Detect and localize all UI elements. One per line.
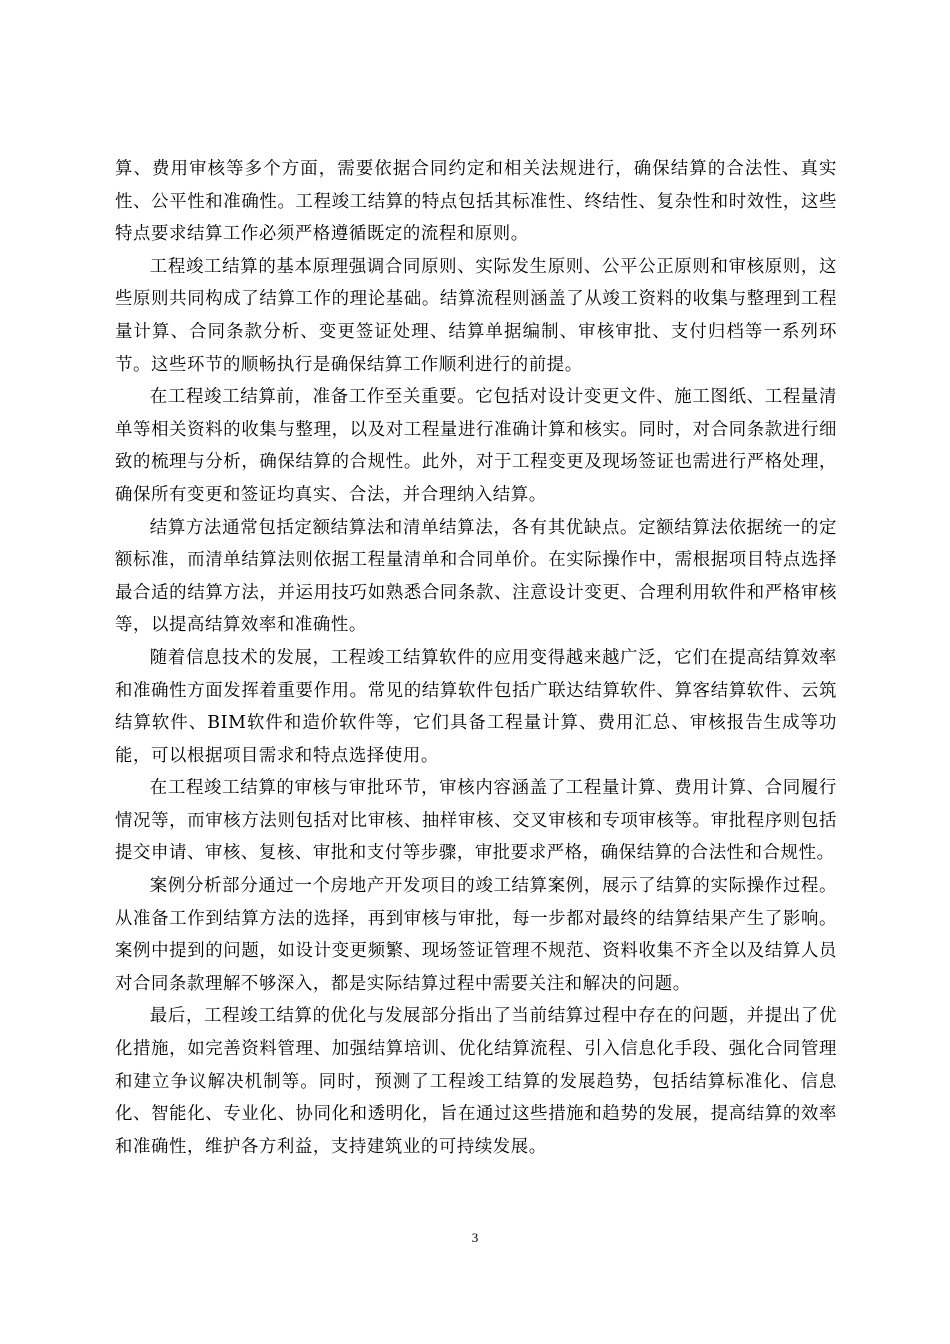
paragraph-3: 在工程竣工结算前，准备工作至关重要。它包括对设计变更文件、施工图纸、工程量清单等相关资料的收集与整理，以及对工程量进行准确计算和核实。同时，对合同条款进行细致的梳理与分析，确保结算的合规性。此外，对于工程变更及现场签证也需进行严格处理，确保所有变更和签证均真实、合法，并合理纳入结算。 xyxy=(115,387,837,505)
paragraph-2: 工程竣工结算的基本原理强调合同原则、实际发生原则、公平公正原则和审核原则，这些原则共同构成了结算工作的理论基础。结算流程则涵盖了从竣工资料的收集与整理到工程量计算、合同条款分析、变更签证处理、结算单据编制、审核审批、支付归档等一系列环节。这些环节的顺畅执行是确保结算工作顺利进行的前提。 xyxy=(115,256,837,375)
page-body xyxy=(115,153,837,1163)
page-number: 3 xyxy=(471,1230,479,1245)
paragraph-4: 结算方法通常包括定额结算法和清单结算法，各有其优缺点。定额结算法依据统一的定额标准，而清单结算法则依据工程量清单和合同单价。在实际操作中，需根据项目特点选择最合适的结算方法，并运用技巧如熟悉合同条款、注意设计变更、合理利用软件和严格审核等，以提高结算效率和准确性。 xyxy=(115,517,837,636)
paragraph-7: 案例分析部分通过一个房地产开发项目的竣工结算案例，展示了结算的实际操作过程。从准备工作到结算方法的选择，再到审核与审批，每一步都对最终的结算结果产生了影响。案例中提到的问题，如设计变更频繁、现场签证管理不规范、资料收集不齐全以及结算人员对合同条款理解不够深入，都是实际结算过程中需要关注和解决的问题。 xyxy=(115,876,837,994)
paragraph-1: 算、费用审核等多个方面，需要依据合同约定和相关法规进行，确保结算的合法性、真实性、公平性和准确性。工程竣工结算的特点包括其标准性、终结性、复杂性和时效性，这些特点要求结算工作必须严格遵循既定的流程和原则。 xyxy=(115,159,837,245)
paragraph-5: 随着信息技术的发展，工程竣工结算软件的应用变得越来越广泛，它们在提高结算效率和准确性方面发挥着重要作用。常见的结算软件包括广联达结算软件、算客结算软件、云筑结算软件、BIM软件和造价软件等，它们具备工程量计算、费用汇总、审核报告生成等功能，可以根据项目需求和特点选择使用。 xyxy=(115,647,837,766)
paragraph-8: 最后，工程竣工结算的优化与发展部分指出了当前结算过程中存在的问题，并提出了优化措施，如完善资料管理、加强结算培训、优化结算流程、引入信息化手段、强化合同管理和建立争议解决机制等。同时，预测了工程竣工结算的发展趋势，包括结算标准化、信息化、智能化、专业化、协同化和透明化，旨在通过这些措施和趋势的发展，提高结算的效率和准确性，维护各方利益，支持建筑业的可持续发展。 xyxy=(115,1006,837,1157)
paragraph-6: 在工程竣工结算的审核与审批环节，审核内容涵盖了工程量计算、费用计算、合同履行情况等，而审核方法则包括对比审核、抽样审核、交叉审核和专项审核等。审批程序则包括提交申请、审核、复核、审批和支付等步骤，审批要求严格，确保结算的合法性和合规性。 xyxy=(115,778,837,864)
